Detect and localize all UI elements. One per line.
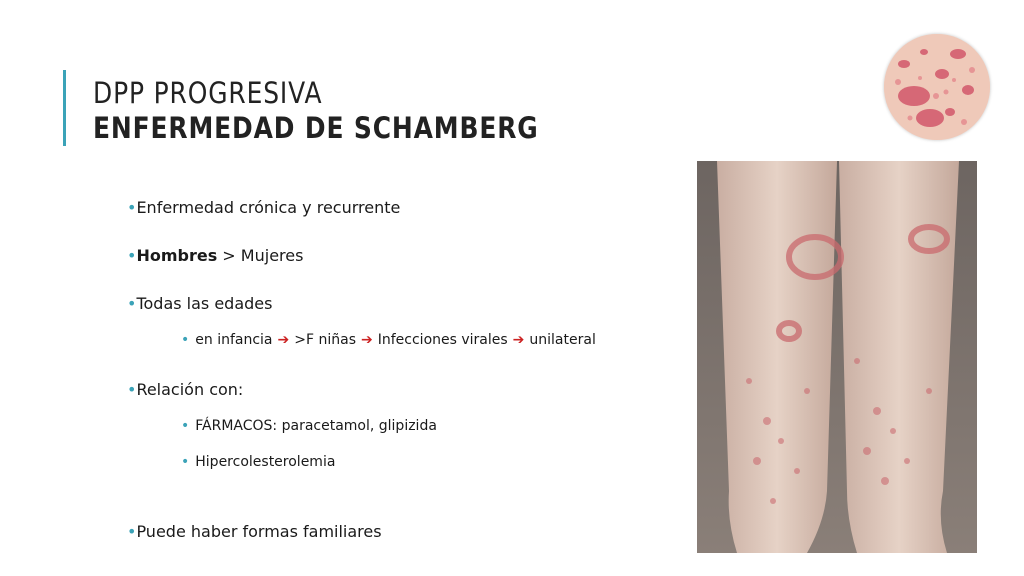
sub-bullet-drugs xyxy=(181,418,437,434)
sub-bullet-infancy xyxy=(181,332,596,348)
bullet-sex-ratio xyxy=(127,246,303,265)
bullet-dot-icon: • xyxy=(127,198,137,217)
bullet-dot-icon: • xyxy=(127,246,137,265)
bullet-dot-icon: • xyxy=(181,332,190,348)
slide-title xyxy=(93,76,611,146)
title-line-1: DPP PROGRESIVA xyxy=(93,76,323,110)
sub-text-3: Infecciones virales xyxy=(377,332,508,348)
skin-closeup-image xyxy=(884,34,990,140)
bullet-familial xyxy=(127,522,382,541)
sub-text: FÁRMACOS: paracetamol, glipizida xyxy=(195,418,437,434)
bullet-text: Relación con: xyxy=(136,380,244,399)
bullet-chronic xyxy=(127,198,400,217)
bullet-dot-icon: • xyxy=(127,380,137,399)
sub-text: Hipercolesterolemia xyxy=(195,454,336,470)
bullet-ages xyxy=(127,294,272,313)
sub-text-4: unilateral xyxy=(529,332,596,348)
bullet-text: Enfermedad crónica y recurrente xyxy=(136,198,401,217)
legs-lesion-photo xyxy=(697,161,977,553)
bullet-text: > Mujeres xyxy=(217,246,304,265)
bullet-dot-icon: • xyxy=(181,454,190,470)
arrow-right-icon: ➔ xyxy=(512,332,525,348)
bullet-dot-icon: • xyxy=(127,294,137,313)
sub-text-1: en infancia xyxy=(195,332,273,348)
title-accent-bar xyxy=(63,70,66,146)
bullet-text: Puede haber formas familiares xyxy=(136,522,382,541)
title-line-2: ENFERMEDAD DE SCHAMBERG xyxy=(93,111,539,145)
sub-bullet-cholesterol xyxy=(181,454,335,470)
bullet-text: Todas las edades xyxy=(136,294,273,313)
legs-image xyxy=(697,161,977,553)
skin-closeup-photo xyxy=(884,34,990,140)
arrow-right-icon: ➔ xyxy=(361,332,373,348)
bullet-dot-icon: • xyxy=(127,522,137,541)
bullet-dot-icon: • xyxy=(181,418,190,434)
arrow-right-icon: ➔ xyxy=(277,332,290,348)
bullet-relation xyxy=(127,380,243,399)
bullet-bold-text: Hombres xyxy=(136,246,218,265)
sub-text-2: >F niñas xyxy=(294,332,356,348)
